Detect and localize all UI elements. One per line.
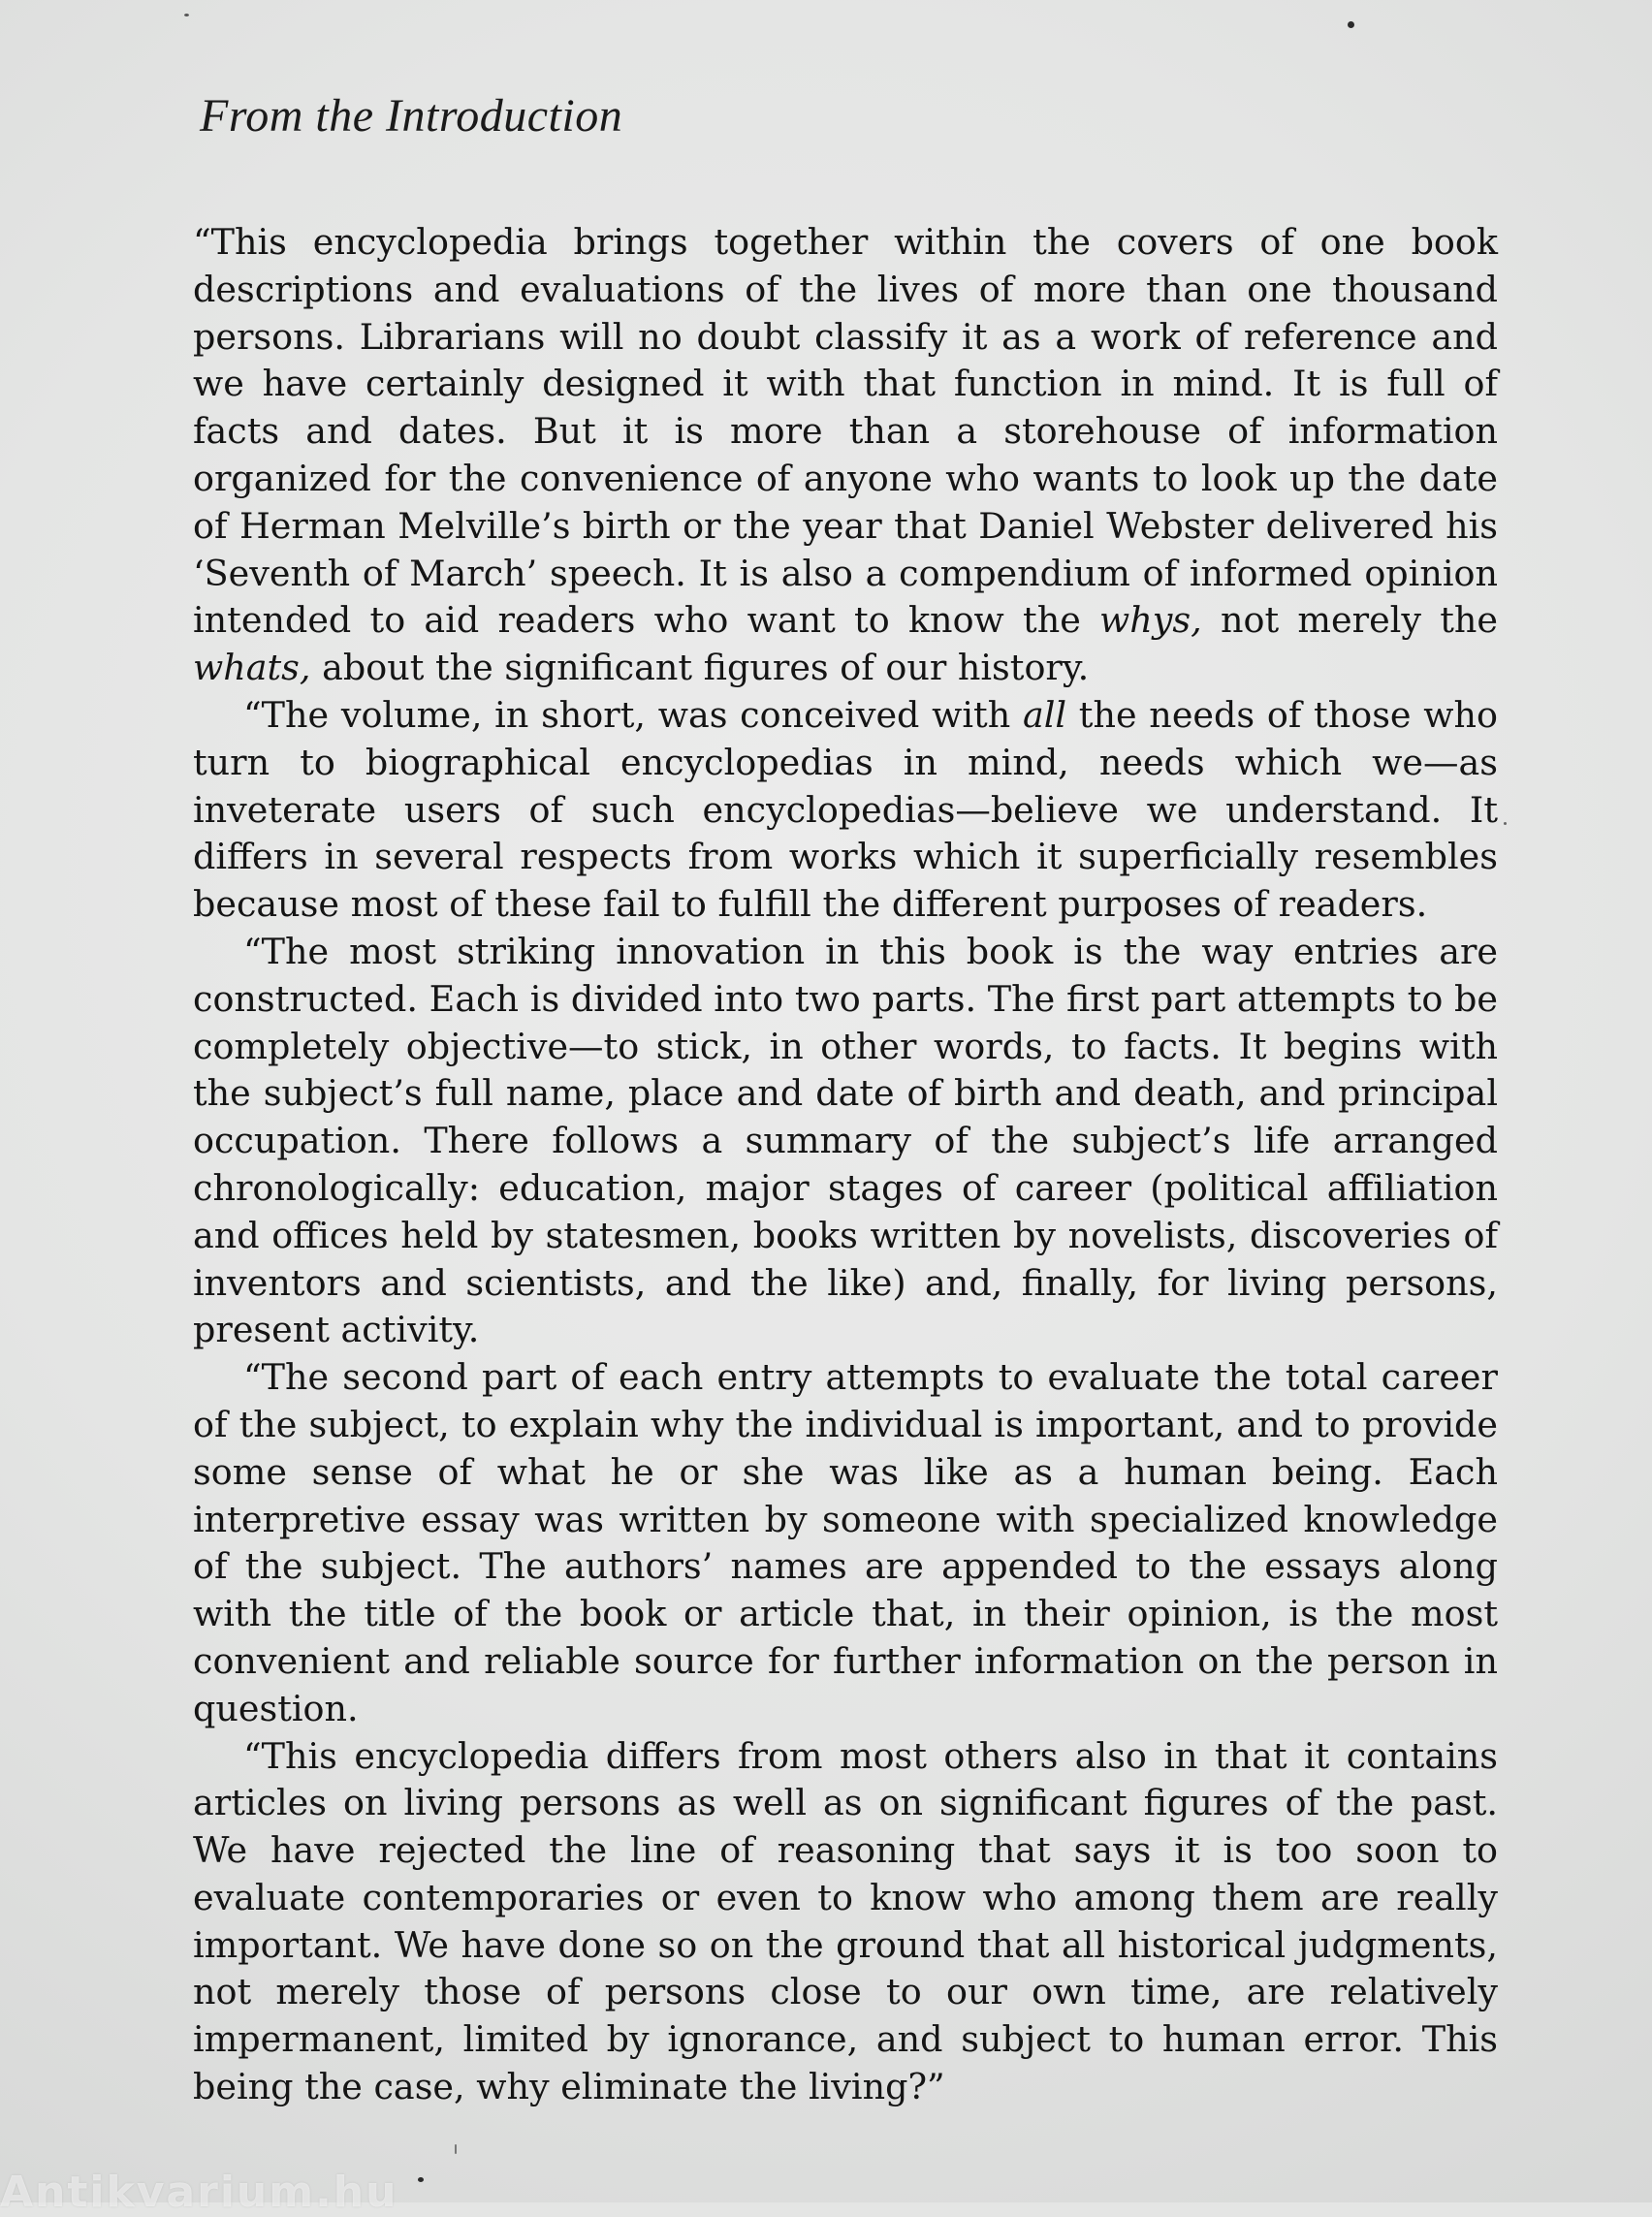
paragraph-text: “The second part of each entry attempts to evaluate the total career of the subject, to explain why the individual is important, and to provide some sense of what he or she was like as a human being. Each interpretive essay was written by someone with specialized knowledge of the subject. The authors’ names are appended to the essays along with the title of the book or article that, in their opinion, is the most convenient and reliable source for further information on the person in question. — [193, 1356, 1498, 1729]
paragraph — [193, 1733, 1498, 2111]
ink-speck — [1348, 21, 1354, 28]
introduction-body — [193, 219, 1498, 2111]
emphasis-text: all — [1022, 693, 1067, 736]
paragraph-text: the needs of those who turn to biographical encyclopedias in mind, needs which we—as inveterate users of such encyclopedias—believe we understand. It differs in several respects from works which it superficially resembles because most of these fail to fulfill the different purposes of readers. — [193, 693, 1498, 926]
ink-speck — [184, 14, 189, 16]
paragraph-text: about the significant figures of our history. — [310, 647, 1090, 689]
section-heading: From the Introduction — [200, 90, 623, 142]
paragraph-text: “This encyclopedia differs from most others also in that it contains articles on living persons as well as on significant figures of the past. We have rejected the line of reasoning that says it is too soon to evaluate contemporaries or even to know who among them are really important. We have done so on the ground that all historical judgments, not merely those of persons close to our own time, are relatively impermanent, limited by ignorance, and subject to human error. This being the case, why eliminate the living?” — [193, 1734, 1498, 2108]
paragraph — [193, 692, 1498, 929]
ink-speck — [455, 2144, 457, 2154]
paragraph-text: “The most striking innovation in this book is the way entries are constructed. Each is divided into two parts. The first part attempts to be completely objective—to stick, in other words, to facts. It begins with the subject’s full name, place and date of birth and death, and principal occupation. There follows a summary of the subject’s life arranged chronologically: education, major stages of career (political affiliation and offices held by statesmen, books written by novelists, discoveries of inventors and scientists, and the like) and, finally, for living persons, present activity. — [193, 930, 1498, 1351]
emphasis-text: whats, — [193, 647, 311, 689]
ink-speck — [1504, 822, 1507, 825]
paragraph-text: “This encyclopedia brings together within the covers of one book descriptions and evaluations of the lives of more than one thousand persons. Librarians will no doubt classify it as a work of reference and we have certainly designed it with that function in mind. It is full of facts and dates. But it is more than a storehouse of information organized for the convenience of anyone who wants to look up the date of Herman Melville’s birth or the year that Daniel Webster delivered his ‘Seventh of March’ speech. It is also a compendium of informed opinion intended to aid readers who want to know the — [193, 221, 1498, 642]
paragraph — [193, 929, 1498, 1354]
ink-speck — [418, 2177, 424, 2182]
watermark-text: Antikvarium.hu — [0, 2168, 398, 2217]
paragraph-text: “The volume, in short, was conceived with — [243, 693, 1023, 736]
paragraph — [193, 219, 1498, 692]
emphasis-text: whys, — [1099, 599, 1202, 642]
paragraph-text: not merely the — [1201, 599, 1498, 642]
paragraph — [193, 1354, 1498, 1732]
